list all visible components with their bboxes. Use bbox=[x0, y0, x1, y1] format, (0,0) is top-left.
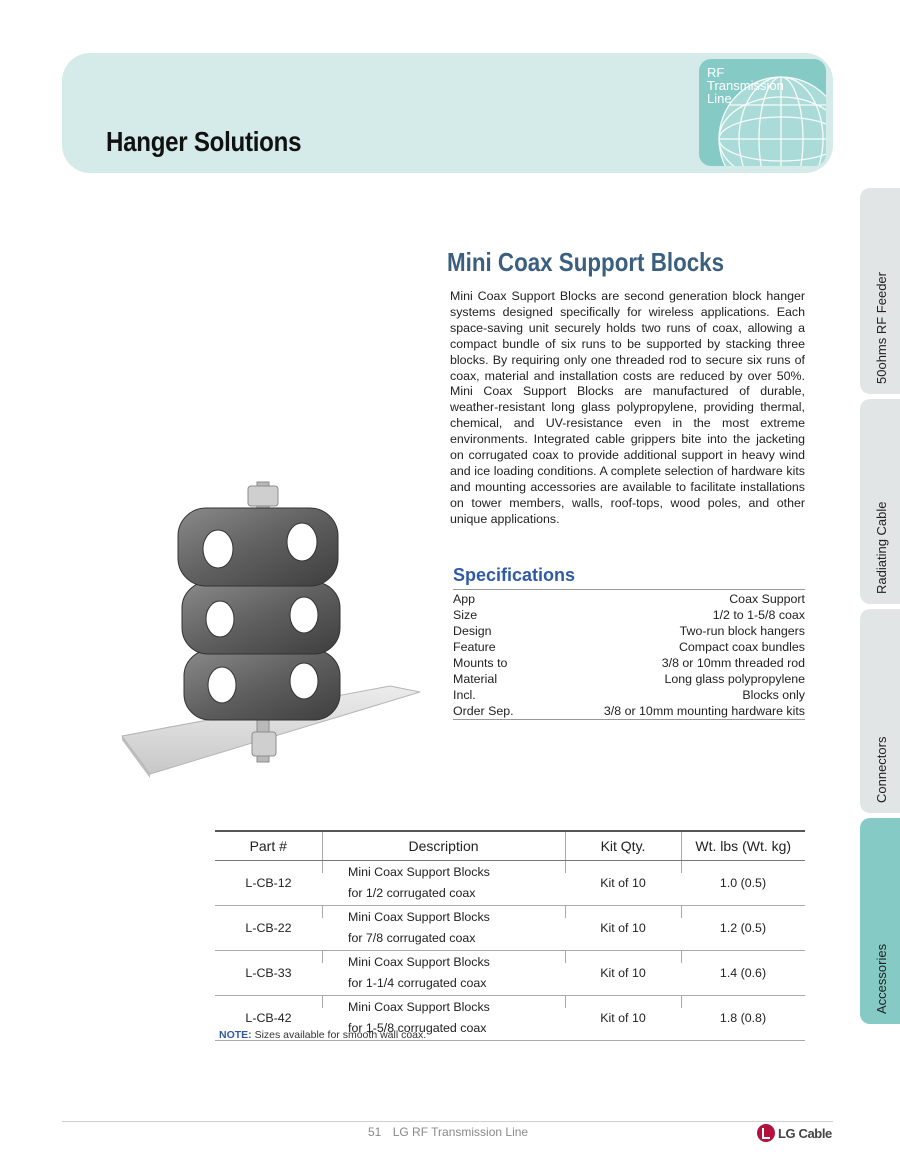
spec-row bbox=[453, 687, 805, 703]
brand-name: LG Cable bbox=[778, 1126, 832, 1141]
spec-value: Two-run block hangers bbox=[679, 624, 805, 638]
lg-logo-icon bbox=[757, 1124, 775, 1142]
description-line-2: for 1/2 corrugated coax bbox=[348, 886, 476, 900]
part-number: L-CB-42 bbox=[215, 996, 322, 1041]
header-weight: Wt. lbs (Wt. kg) bbox=[681, 831, 805, 861]
table-row bbox=[215, 861, 805, 906]
note-label: NOTE: bbox=[219, 1029, 252, 1041]
spec-label: Incl. bbox=[453, 688, 476, 702]
brand-logo bbox=[757, 1124, 839, 1144]
kit-qty: Kit of 10 bbox=[565, 996, 681, 1041]
spec-row bbox=[453, 623, 805, 639]
badge-line-1: RF bbox=[707, 65, 725, 80]
spec-label: Feature bbox=[453, 640, 496, 654]
table-row bbox=[215, 906, 805, 951]
spec-label: Material bbox=[453, 672, 498, 686]
badge-line-3: Line bbox=[707, 91, 732, 106]
support-block-bottom bbox=[184, 650, 340, 720]
weight: 1.2 (0.5) bbox=[681, 906, 805, 951]
side-tab-connectors[interactable] bbox=[860, 609, 900, 813]
support-block-middle bbox=[182, 582, 340, 654]
spec-value: Compact coax bundles bbox=[678, 640, 805, 654]
table-row bbox=[215, 951, 805, 996]
description-line-2: for 7/8 corrugated coax bbox=[348, 931, 476, 945]
side-tab-rf-feeder[interactable] bbox=[860, 188, 900, 394]
spec-label: App bbox=[453, 592, 476, 606]
footer bbox=[368, 1125, 528, 1139]
side-tab-label: 50ohms RF Feeder bbox=[874, 272, 889, 384]
description-line-1: Mini Coax Support Blocks bbox=[348, 910, 490, 924]
support-block-top bbox=[178, 508, 338, 586]
spec-label: Order Sep. bbox=[453, 704, 514, 718]
weight: 1.4 (0.6) bbox=[681, 951, 805, 996]
spec-row bbox=[453, 655, 805, 671]
spec-row bbox=[453, 591, 805, 607]
spec-row bbox=[453, 607, 805, 623]
header-description: Description bbox=[322, 831, 565, 861]
note-text: Sizes available for smooth wall coax. bbox=[254, 1029, 427, 1041]
part-description bbox=[322, 951, 565, 996]
part-description bbox=[322, 906, 565, 951]
specifications-heading: Specifications bbox=[453, 565, 805, 590]
table-header-row bbox=[215, 831, 805, 861]
part-number: L-CB-22 bbox=[215, 906, 322, 951]
footer-divider bbox=[62, 1121, 833, 1122]
header-kit-qty: Kit Qty. bbox=[565, 831, 681, 861]
spec-label: Size bbox=[453, 608, 478, 622]
page-number: 51 bbox=[368, 1125, 382, 1139]
description-line-2: for 1-1/4 corrugated coax bbox=[348, 976, 487, 990]
spec-value: 3/8 or 10mm mounting hardware kits bbox=[603, 704, 805, 718]
description-line-2: for 1-5/8 corrugated coax bbox=[348, 1021, 487, 1035]
spec-value: Coax Support bbox=[729, 592, 805, 606]
part-number: L-CB-33 bbox=[215, 951, 322, 996]
spec-label: Mounts to bbox=[453, 656, 508, 670]
part-description bbox=[322, 861, 565, 906]
spec-value: Blocks only bbox=[742, 688, 805, 702]
note bbox=[219, 1029, 426, 1041]
parts-table bbox=[215, 830, 805, 1041]
description-line-1: Mini Coax Support Blocks bbox=[348, 865, 490, 879]
specifications-table bbox=[453, 591, 805, 720]
description-line-1: Mini Coax Support Blocks bbox=[348, 955, 490, 969]
side-tab-label: Accessories bbox=[874, 943, 889, 1014]
weight: 1.8 (0.8) bbox=[681, 996, 805, 1041]
side-tab-label: Connectors bbox=[874, 736, 889, 803]
spec-label: Design bbox=[453, 624, 492, 638]
product-image bbox=[118, 478, 423, 778]
spec-value: 1/2 to 1-5/8 coax bbox=[712, 608, 805, 622]
product-description: Mini Coax Support Blocks are second generation block hanger systems designed specifically for wireless applications. Each space-saving unit securely holds two runs of coax, allowing a compact bundle of six runs to be supported by stacking three blocks. By requiring only one threaded rod to secure six runs of coax, material and installation costs are reduced by over 50%. Mini Coax Support Blocks are manufactured of durable, weather-resistant long glass polypropylene, providing thermal, chemical, and UV-resistance even in the most extreme environments. Integrated cable grippers bite into the jacketing on corrugated coax to provide additional support in heavy wind and ice loading conditions. A complete selection of hardware kits and mounting accessories are available to facilitate installations on tower members, walls, roof-tops, wood poles, and other unique applications. bbox=[450, 289, 805, 526]
spec-row bbox=[453, 639, 805, 655]
kit-qty: Kit of 10 bbox=[565, 951, 681, 996]
badge-line-2: Transmission bbox=[707, 78, 784, 93]
spec-row bbox=[453, 671, 805, 687]
side-tab-label: Radiating Cable bbox=[874, 501, 889, 594]
side-tab-radiating-cable[interactable] bbox=[860, 399, 900, 604]
kit-qty: Kit of 10 bbox=[565, 906, 681, 951]
description-line-1: Mini Coax Support Blocks bbox=[348, 1000, 490, 1014]
kit-qty: Kit of 10 bbox=[565, 861, 681, 906]
rf-transmission-line-badge bbox=[699, 59, 826, 166]
header-part: Part # bbox=[215, 831, 322, 861]
spec-row bbox=[453, 703, 805, 720]
spec-value: Long glass polypropylene bbox=[664, 672, 805, 686]
page-title: Hanger Solutions bbox=[106, 126, 302, 157]
spec-value: 3/8 or 10mm threaded rod bbox=[661, 656, 805, 670]
publication-name: LG RF Transmission Line bbox=[392, 1125, 529, 1139]
product-title: Mini Coax Support Blocks bbox=[447, 247, 725, 277]
part-number: L-CB-12 bbox=[215, 861, 322, 906]
side-tab-accessories[interactable] bbox=[860, 818, 900, 1024]
weight: 1.0 (0.5) bbox=[681, 861, 805, 906]
